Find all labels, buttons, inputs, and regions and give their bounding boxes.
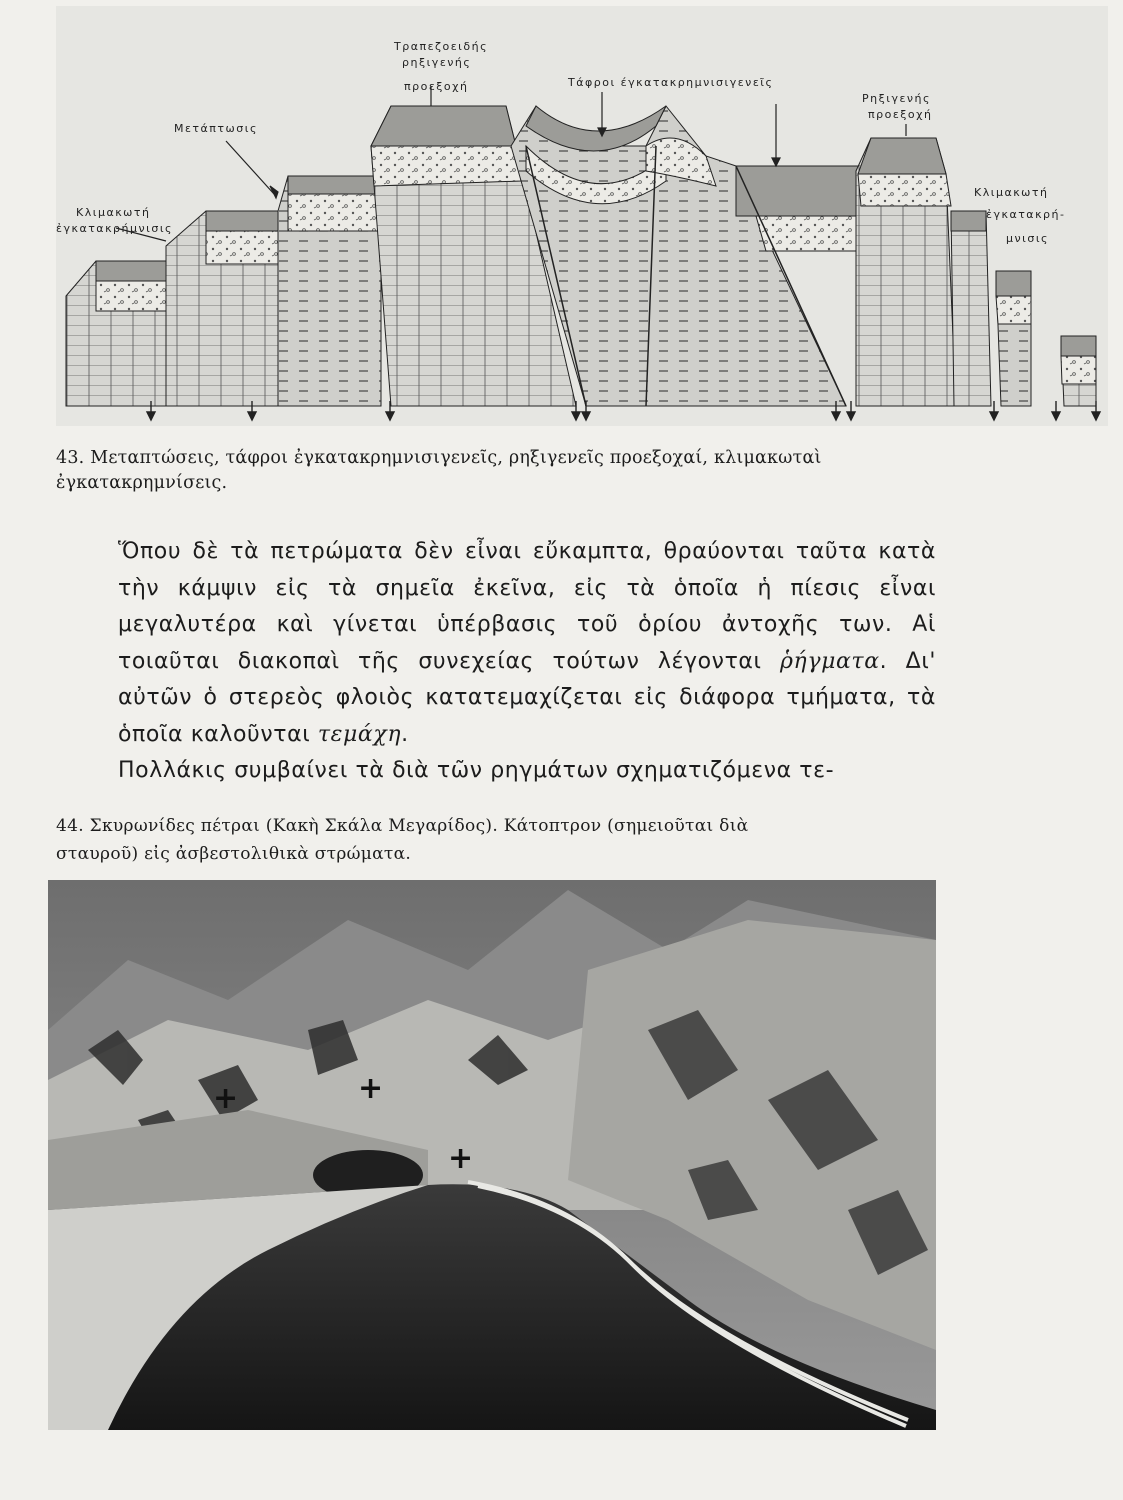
label-trapezoid-horst-2: ρηξιγενής bbox=[402, 56, 472, 69]
caption-43-number: 43. bbox=[56, 448, 85, 468]
paragraph-2: Πολλάκις συμβαίνει τὰ διὰ τῶν ρηγμάτων σχηματιζόμενα τε- bbox=[118, 758, 835, 783]
body-text bbox=[118, 534, 936, 790]
road-landscape-photo bbox=[48, 880, 936, 1430]
label-fault-horst-1: Ρηξιγενής bbox=[862, 92, 931, 105]
block-diagram-figure bbox=[56, 6, 1108, 426]
right-fault-horst bbox=[856, 138, 956, 406]
label-graben: Τάφροι έγκατακρημνισιγενεῖς bbox=[568, 76, 774, 89]
mirror-marker: + bbox=[358, 1071, 384, 1106]
figure-43-caption bbox=[56, 446, 946, 496]
figure-44-caption bbox=[56, 812, 940, 868]
label-step-right-1: Κλιμακωτή bbox=[974, 186, 1049, 199]
label-step-right-2: ἐγκατακρή- bbox=[986, 208, 1066, 221]
label-fault-horst-2: προεξοχή bbox=[868, 108, 933, 121]
mirror-marker: + bbox=[213, 1081, 239, 1116]
label-step-right-3: μνισις bbox=[1006, 232, 1050, 245]
label-fault: Μετάπτωσις bbox=[174, 122, 258, 135]
caption-44-number: 44. bbox=[56, 816, 84, 836]
label-step-left-1: Κλιμακωτή bbox=[76, 206, 151, 219]
paragraph-1-start: Ὅπου δὲ τὰ πετρώματα δὲν εἶναι εὔκαμπτα, θραύονται ταῦτα κατὰ τὴν κάμψιν εἰς τὰ σημεῖα ἐκεῖνα, εἰς τὰ ὁποῖα ἡ πίεσις εἶναι μεγαλυτέρα καὶ γίνεται ὑπέρβασις τοῦ ὁρίου ἀντοχῆς των. Αἱ τοιαῦται διακοπαὶ τῆς συνεχείας τούτων λέγονται bbox=[118, 539, 936, 674]
paragraph-1-mid: . Δι' αὐτῶν ὁ στερεὸς φλοιὸς κατατεμαχίζεται εἰς διάφορα τμήματα, τὰ ὁποῖα καλοῦνται bbox=[118, 648, 937, 747]
caption-44-line2: σταυροῦ) εἰς ἀσβεστολιθικὰ στρώματα. bbox=[56, 844, 412, 864]
label-trapezoid-horst-1: Τραπεζοειδής bbox=[394, 40, 489, 53]
paragraph-1 bbox=[118, 534, 936, 753]
caption-43-line1: Μεταπτώσεις, τάφροι ἐγκατακρημνισιγενεῖς, ρηξιγενεῖς προεξοχαί, κλιμακωταὶ bbox=[90, 448, 822, 468]
fault-diagram bbox=[56, 6, 1108, 426]
mirror-marker: + bbox=[448, 1141, 474, 1176]
caption-44-line1: Σκυρωνίδες πέτραι (Κακὴ Σκάλα Μεγαρίδος). Κάτοπτρον (σημειοῦται διὰ bbox=[89, 816, 749, 836]
paragraph-1-end: . bbox=[401, 721, 409, 747]
graben-block bbox=[511, 106, 896, 406]
label-trapezoid-horst-3: προεξοχή bbox=[404, 80, 469, 93]
caption-43-line2: ἐγκατακρημνίσεις. bbox=[56, 473, 228, 493]
photo-illustration bbox=[48, 880, 936, 1430]
term-rifts: ῥήγματα bbox=[780, 648, 880, 674]
label-step-left-2: ἐγκατακρήμνισις bbox=[56, 222, 174, 235]
term-blocks: τεμάχη bbox=[317, 721, 402, 747]
